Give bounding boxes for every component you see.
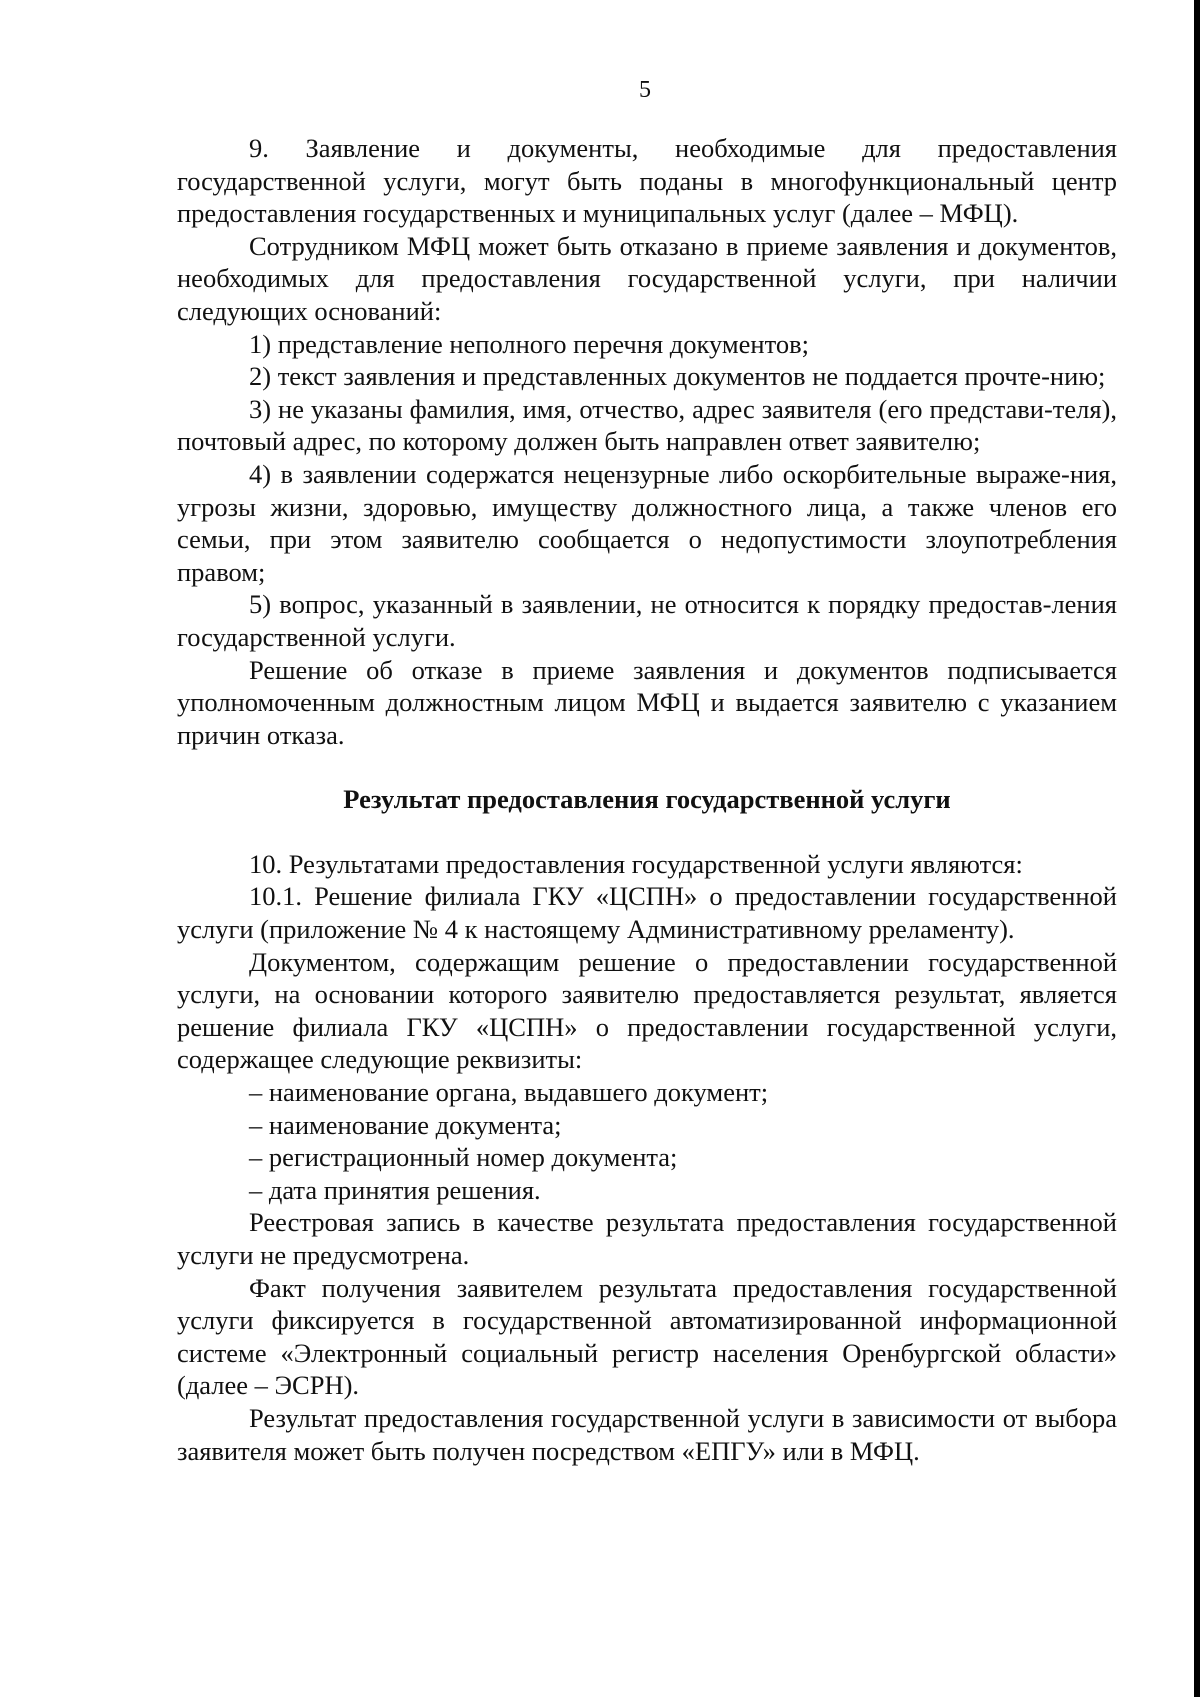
requisite-item: – дата принятия решения. bbox=[249, 1174, 541, 1205]
paragraph-10: 10. Результатами предоставления государственной услуги являются: bbox=[249, 848, 1023, 879]
refusal-intro-paragraph: Сотрудником МФЦ может быть отказано в приеме заявления и документов, необходимых для предоставления государственной услуги, при наличии следующих оснований: bbox=[177, 230, 1117, 326]
refusal-ground-1: 1) представление неполного перечня документов; bbox=[249, 328, 809, 359]
requisite-item: – наименование органа, выдавшего документ; bbox=[249, 1077, 769, 1108]
document-body bbox=[177, 132, 1117, 1467]
fact-paragraph: Факт получения заявителем результата предоставления государственной услуги фиксируется в государственной автоматизированной информационной системе «Электронный социальный регистр населения Оренбургской области» (далее – ЭСРН). bbox=[177, 1272, 1117, 1401]
requisite-item: – регистрационный номер документа; bbox=[249, 1142, 678, 1173]
refusal-decision-paragraph: Решение об отказе в приеме заявления и документов подписывается уполномоченным должностным лицом МФЦ и выдается заявителю с указанием причин отказа. bbox=[177, 654, 1117, 750]
page-number: 5 bbox=[639, 77, 651, 103]
refusal-ground-3: 3) не указаны фамилия, имя, отчество, адрес заявителя (его представи-теля), почтовый адрес, по которому должен быть направлен ответ заявителю; bbox=[177, 393, 1117, 457]
section-heading: Результат предоставления государственной услуги bbox=[343, 784, 951, 815]
delivery-paragraph: Результат предоставления государственной услуги в зависимости от выбора заявителя может быть получен посредством «ЕПГУ» или в МФЦ. bbox=[177, 1402, 1117, 1466]
paragraph-9: 9. Заявление и документы, необходимые для предоставления государственной услуги, могут быть поданы в многофункциональный центр предоставления государственных и муниципальных услуг (далее – МФЦ). bbox=[177, 133, 1117, 229]
requisite-item: – наименование документа; bbox=[249, 1109, 562, 1140]
refusal-ground-4: 4) в заявлении содержатся нецензурные либо оскорбительные выраже-ния, угрозы жизни, здоровью, имуществу должностного лица, а также членов его семьи, при этом заявителю сообщается о недопустимости злоупотребления правом; bbox=[177, 458, 1117, 587]
result-document-paragraph: Документом, содержащим решение о предоставлении государственной услуги, на основании которого заявителю предоставляется результат, является решение филиала ГКУ «ЦСПН» о предоставлении государственной услуги, содержащее следующие реквизиты: bbox=[177, 946, 1117, 1075]
scan-edge bbox=[1194, 0, 1200, 1697]
refusal-ground-2: 2) текст заявления и представленных документов не поддается прочте-нию; bbox=[249, 361, 1106, 392]
paragraph-10-1: 10.1. Решение филиала ГКУ «ЦСПН» о предоставлении государственной услуги (приложение № 4 к настоящему Административному рреламенту). bbox=[177, 881, 1117, 945]
refusal-ground-5: 5) вопрос, указанный в заявлении, не относится к порядку предостав-ления государственной услуги. bbox=[177, 589, 1117, 652]
registry-paragraph: Реестровая запись в качестве результата предоставления государственной услуги не предусмотрена. bbox=[177, 1207, 1117, 1270]
